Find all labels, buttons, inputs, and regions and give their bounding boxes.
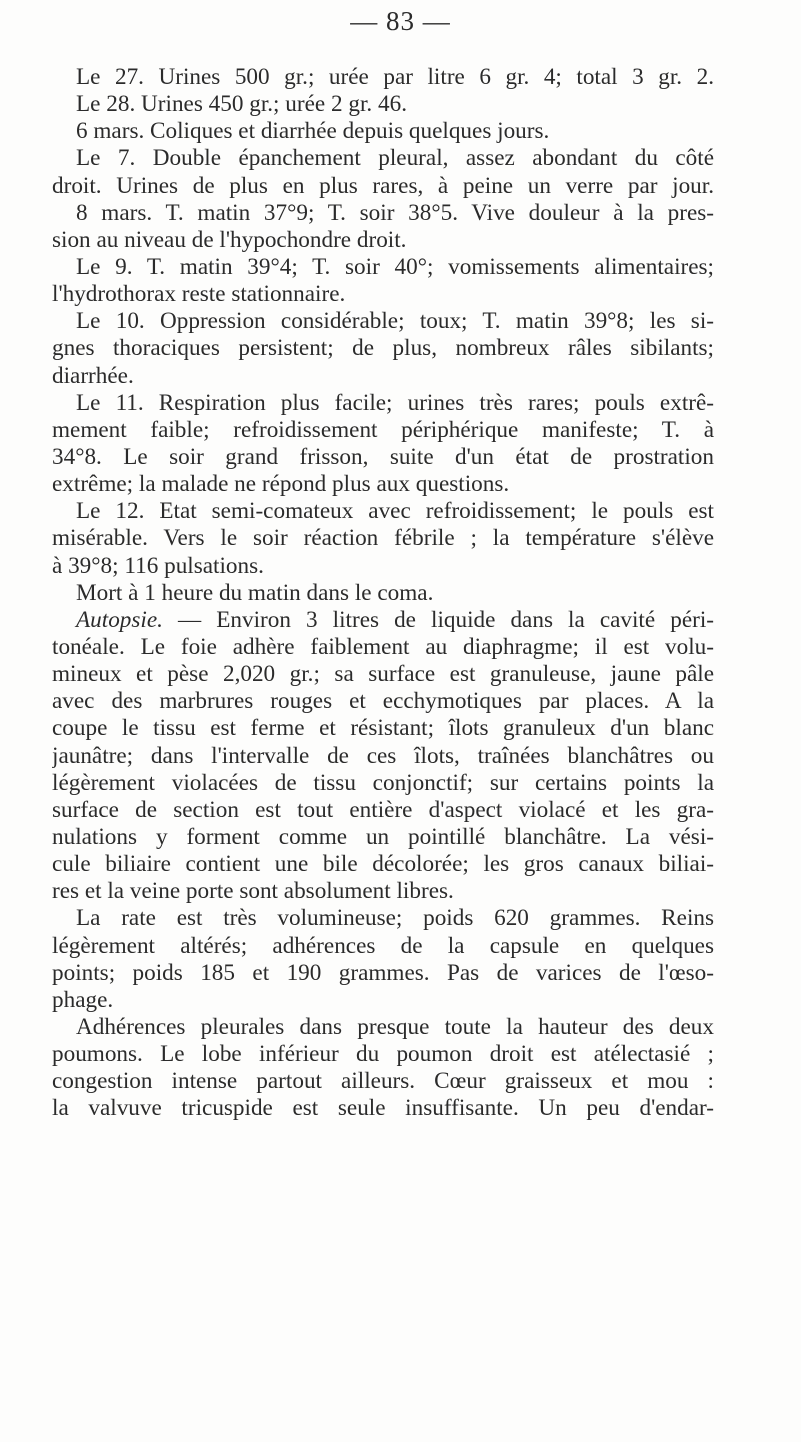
text-line: jaunâtre; dans l'intervalle de ces îlots, traînées blanchâtres ou xyxy=(52,742,714,769)
text-line: à 39°8; 116 pulsations. xyxy=(52,552,264,579)
text-line: Le 27. Urines 500 gr.; urée par litre 6 gr. 4; total 3 gr. 2. xyxy=(76,64,714,90)
text-line: phage. xyxy=(52,986,114,1013)
text-line: Le 28. Urines 450 gr.; urée 2 gr. 46. xyxy=(76,91,407,118)
text-line: diarrhée. xyxy=(52,362,134,389)
text-line: 6 mars. Coliques et diarrhée depuis quelques jours. xyxy=(76,118,550,145)
text-line: avec des marbrures rouges et ecchymotiques par places. A la xyxy=(52,688,714,715)
text-line: nulations y forment comme un pointillé blanchâtre. La vési- xyxy=(52,823,714,850)
text-line: Le 10. Oppression considérable; toux; T. matin 39°8; les si- xyxy=(76,308,714,335)
text-line: l'hydrothorax reste stationnaire. xyxy=(52,281,346,308)
text-line: mement faible; refroidissement périphérique manifeste; T. à xyxy=(52,416,714,443)
text-line: droit. Urines de plus en plus rares, à peine un verre par jour. xyxy=(52,172,714,199)
text-line: mineux et pèse 2,020 gr.; sa surface est granuleuse, jaune pâle xyxy=(52,661,714,688)
text-line: coupe le tissu est ferme et résistant; îlots granuleux d'un blanc xyxy=(52,715,714,742)
text-line: Le 7. Double épanchement pleural, assez abondant du côté xyxy=(76,145,714,172)
text-line: tonéale. Le foie adhère faiblement au diaphragme; il est volu- xyxy=(52,633,714,660)
text-line: Mort à 1 heure du matin dans le coma. xyxy=(76,579,434,606)
text-line: poumons. Le lobe inférieur du poumon droit est atélectasié ; xyxy=(52,1041,714,1068)
text-line: la valvuve tricuspide est seule insuffisante. Un peu d'endar- xyxy=(52,1095,714,1122)
text-line xyxy=(52,607,714,634)
text-line: légèrement altérés; adhérences de la capsule en quelques xyxy=(52,932,714,959)
text-line: extrême; la malade ne répond plus aux questions. xyxy=(52,471,510,498)
text-line: Le 9. T. matin 39°4; T. soir 40°; vomissements alimentaires; xyxy=(76,253,714,280)
text-line: surface de section est tout entière d'aspect violacé et les gra- xyxy=(52,796,714,823)
text-line: sion au niveau de l'hypochondre droit. xyxy=(52,226,407,253)
text-line: gnes thoraciques persistent; de plus, nombreux râles sibilants; xyxy=(52,335,714,362)
text-line: 34°8. Le soir grand frisson, suite d'un état de prostration xyxy=(52,443,714,470)
text-line: La rate est très volumineuse; poids 620 grammes. Reins xyxy=(76,905,714,932)
text-line: Le 12. Etat semi-comateux avec refroidissement; le pouls est xyxy=(76,498,714,525)
text-line: cule biliaire contient une bile décolorée; les gros canaux biliai- xyxy=(52,851,714,878)
body-text xyxy=(52,64,714,1122)
text-line: misérable. Vers le soir réaction fébrile ; la température s'élève xyxy=(52,525,714,552)
text-line: congestion intense partout ailleurs. Cœur graisseux et mou : xyxy=(52,1068,714,1095)
text-line: res et la veine porte sont absolument libres. xyxy=(52,878,454,905)
page-number: — 83 — xyxy=(350,6,451,36)
text-line-content: — Environ 3 litres de liquide dans la cavité péri- xyxy=(162,606,714,633)
text-line: points; poids 185 et 190 grammes. Pas de varices de l'œso- xyxy=(52,959,714,986)
text-line: légèrement violacées de tissu conjonctif; sur certains points la xyxy=(52,769,714,796)
text-line: Le 11. Respiration plus facile; urines très rares; pouls extrê- xyxy=(76,389,714,416)
text-line: 8 mars. T. matin 37°9; T. soir 38°5. Vive douleur à la pres- xyxy=(76,199,714,226)
section-heading-autopsie: Autopsie. xyxy=(76,606,163,633)
text-line: Adhérences pleurales dans presque toute la hauteur des deux xyxy=(76,1013,714,1040)
